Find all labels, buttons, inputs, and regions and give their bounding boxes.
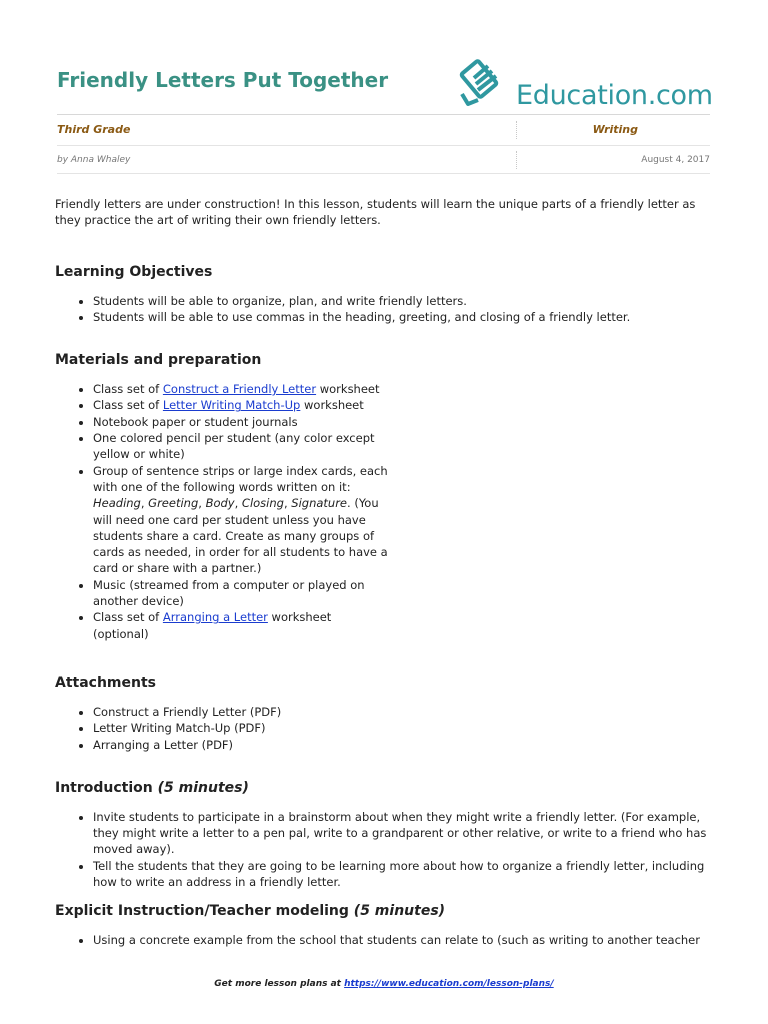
list-item[interactable]: • Letter Writing Match-Up (PDF) (93, 720, 715, 736)
list-item: • Using a concrete example from the school that students can relate to (such as writing to another teacher (93, 932, 715, 948)
materials-list (55, 381, 388, 642)
list-item: • Tell the students that they are going to be learning more about how to organize a friendly letter, including how to write an address in a friendly letter. (93, 858, 715, 891)
list-item (93, 381, 388, 397)
materials-heading: Materials and preparation (55, 352, 262, 369)
heading-minutes: (5 minutes) (353, 903, 446, 920)
intro-paragraph: Friendly letters are under construction! In this lesson, students will learn the unique parts of a friendly letter as they practice the art of writing their own friendly letters. (55, 197, 696, 228)
divider (57, 114, 710, 115)
list-item: • Music (streamed from a computer or played on another device) (93, 577, 388, 610)
item-text: Group of sentence strips or large index cards, each with one of the following words written on it: (93, 463, 388, 494)
divider (516, 151, 517, 169)
card-word: Body (205, 496, 235, 511)
item-text: Class set of (93, 382, 163, 397)
logo-wordmark: Education.com (516, 80, 713, 111)
heading-text: Explicit Instruction/Teacher modeling (55, 903, 349, 920)
list-item[interactable]: • Construct a Friendly Letter (PDF) (93, 704, 715, 720)
attachments-heading: Attachments (55, 674, 157, 691)
page-title: Friendly Letters Put Together (57, 68, 389, 92)
objectives-heading: Learning Objectives (55, 263, 213, 280)
divider (57, 145, 710, 146)
match-up-link[interactable]: Letter Writing Match-Up (162, 398, 301, 413)
list-item: • Group of sentence strips or large index cards, each with one of the following words written on it: Heading, Greeting, Body, Closing, Signature. (You will need one card per student unless you have students share a card. Create as many groups of cards as needed, in order for all students to have a card or share with a partner.) (93, 463, 388, 577)
lesson-content (55, 196, 715, 949)
divider (57, 173, 710, 174)
card-word: Closing (241, 496, 284, 511)
card-word: Greeting (148, 496, 199, 511)
list-item: • Students will be able to use commas in the heading, greeting, and closing of a friendly letter. (93, 309, 715, 325)
item-text: worksheet (300, 398, 364, 413)
objectives-list (55, 293, 715, 326)
footer-text: Get more lesson plans at (214, 979, 345, 989)
heading-text: Introduction (55, 779, 153, 796)
introduction-heading (55, 779, 715, 797)
document-header (0, 0, 768, 180)
list-item: • Students will be able to organize, plan, and write friendly letters. (93, 293, 715, 309)
grade-label: Third Grade (57, 123, 131, 136)
list-item (93, 609, 388, 642)
card-word: Heading (93, 496, 141, 511)
item-text: . (You will need one card per student unless you have students share a card. Create as many groups of cards as needed, in order for all students to have a card or share with a partner.) (93, 496, 388, 576)
list-item: • Notebook paper or student journals (93, 414, 388, 430)
card-word: Signature (291, 496, 348, 511)
subject-label: Writing (592, 123, 638, 136)
date-label: August 4, 2017 (641, 155, 710, 165)
education-logo[interactable] (456, 56, 716, 116)
explicit-instruction-heading (55, 902, 715, 920)
attachments-list (55, 704, 715, 753)
author-label: by Anna Whaley (57, 155, 131, 165)
heading-minutes: (5 minutes) (157, 779, 249, 796)
list-item: • Invite students to participate in a brainstorm about when they might write a friendly letter. (For example, they might write a letter to a pen pal, write to a grandparent or other relative, or write to a friend who has moved away). (93, 809, 715, 858)
arranging-letter-link[interactable]: Arranging a Letter (162, 610, 268, 625)
pencil-logo-icon (456, 56, 512, 108)
page-footer (0, 979, 768, 989)
item-text: worksheet (316, 382, 380, 397)
list-item: • One colored pencil per student (any color except yellow or white) (93, 430, 388, 463)
list-item[interactable]: • Arranging a Letter (PDF) (93, 737, 715, 753)
introduction-list (55, 809, 715, 890)
construct-letter-link[interactable]: Construct a Friendly Letter (162, 382, 317, 397)
list-item (93, 397, 388, 413)
explicit-list (55, 932, 715, 948)
item-text: Class set of (93, 610, 163, 625)
item-text: worksheet (optional) (93, 610, 332, 641)
divider (516, 121, 517, 139)
item-text: Class set of (93, 398, 163, 413)
lesson-plans-link[interactable]: https://www.education.com/lesson-plans/ (344, 979, 554, 989)
